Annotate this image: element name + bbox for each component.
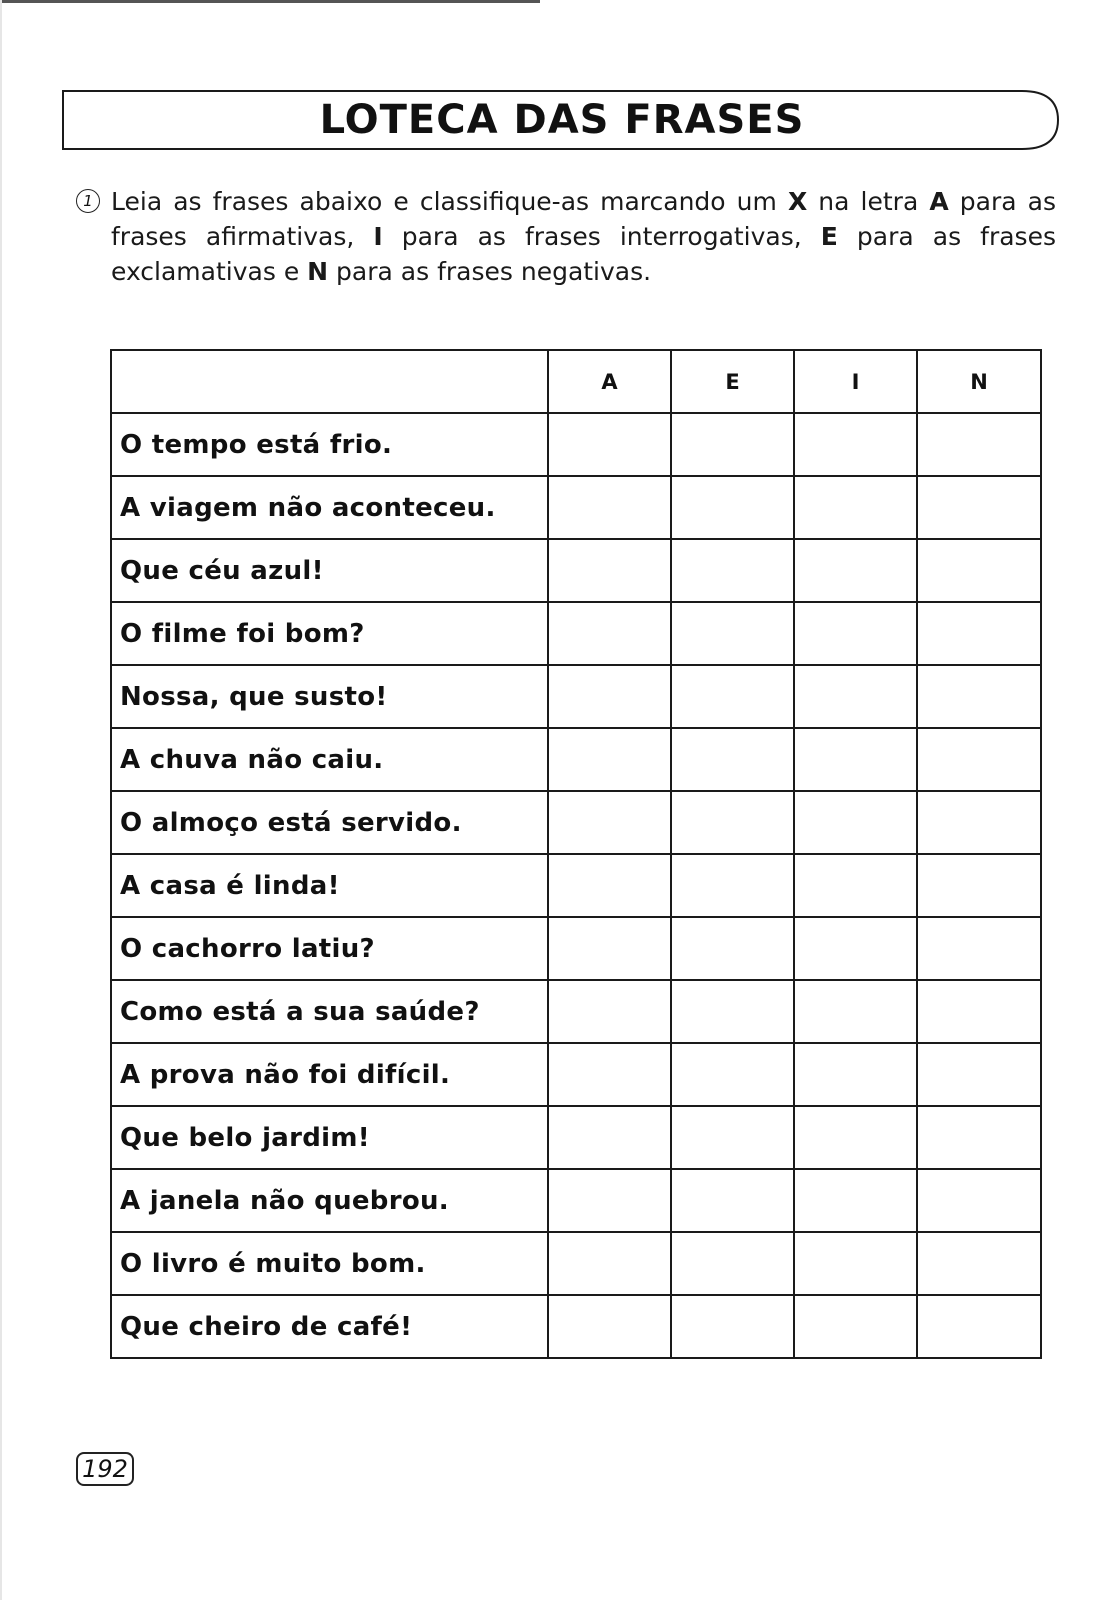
table-row	[111, 917, 1041, 980]
answer-cell-e[interactable]	[671, 539, 794, 602]
answer-cell-e[interactable]	[671, 1043, 794, 1106]
question-number-badge: 1	[76, 189, 100, 213]
answer-cell-a[interactable]	[548, 728, 671, 791]
table-row	[111, 728, 1041, 791]
table-row	[111, 791, 1041, 854]
instruction-part: na letra	[807, 187, 930, 216]
answer-cell-n[interactable]	[917, 854, 1041, 917]
answer-cell-a[interactable]	[548, 413, 671, 476]
answer-cell-i[interactable]	[794, 1043, 917, 1106]
table-row	[111, 854, 1041, 917]
answer-cell-n[interactable]	[917, 917, 1041, 980]
scan-edge-left	[0, 0, 2, 1600]
answer-cell-i[interactable]	[794, 980, 917, 1043]
answer-cell-a[interactable]	[548, 1106, 671, 1169]
instruction-part: Leia as frases abaixo e classifique-as marcando um	[111, 187, 788, 216]
answer-cell-n[interactable]	[917, 1232, 1041, 1295]
answer-cell-e[interactable]	[671, 1106, 794, 1169]
instruction-letter-a: A	[929, 187, 949, 216]
table-header-row	[111, 350, 1041, 413]
answer-cell-n[interactable]	[917, 1043, 1041, 1106]
answer-cell-e[interactable]	[671, 854, 794, 917]
answer-cell-n[interactable]	[917, 539, 1041, 602]
answer-cell-a[interactable]	[548, 1043, 671, 1106]
answer-cell-e[interactable]	[671, 980, 794, 1043]
sentence-cell: Que cheiro de café!	[111, 1295, 548, 1358]
answer-cell-i[interactable]	[794, 854, 917, 917]
sentence-cell: Que belo jardim!	[111, 1106, 548, 1169]
answer-cell-n[interactable]	[917, 1169, 1041, 1232]
answer-cell-i[interactable]	[794, 476, 917, 539]
table-row	[111, 602, 1041, 665]
answer-cell-a[interactable]	[548, 665, 671, 728]
instruction-part: para as frases negativas.	[328, 257, 652, 286]
instruction-part: para as frases interrogativas,	[382, 222, 821, 251]
header-n: N	[917, 350, 1041, 413]
instruction-part: para as frases afirmativas,	[111, 187, 1056, 251]
instruction-part: para as frases exclamativas e	[111, 222, 1056, 286]
table-row	[111, 539, 1041, 602]
instruction-mark-x: X	[787, 187, 808, 216]
answer-cell-e[interactable]	[671, 728, 794, 791]
table-row	[111, 1043, 1041, 1106]
answer-cell-a[interactable]	[548, 602, 671, 665]
header-e: E	[671, 350, 794, 413]
answer-cell-e[interactable]	[671, 917, 794, 980]
sentence-cell: O filme foi bom?	[111, 602, 548, 665]
sentence-cell: A prova não foi difícil.	[111, 1043, 548, 1106]
answer-cell-n[interactable]	[917, 1295, 1041, 1358]
header-sentence	[111, 350, 548, 413]
answer-cell-n[interactable]	[917, 728, 1041, 791]
instruction-block	[76, 184, 1056, 289]
answer-cell-a[interactable]	[548, 1169, 671, 1232]
answer-cell-i[interactable]	[794, 917, 917, 980]
answer-cell-a[interactable]	[548, 917, 671, 980]
scan-edge-top	[0, 0, 540, 3]
answer-cell-n[interactable]	[917, 476, 1041, 539]
instruction-letter-i: I	[373, 222, 383, 251]
sentence-cell: A janela não quebrou.	[111, 1169, 548, 1232]
answer-cell-n[interactable]	[917, 602, 1041, 665]
sentence-cell: A casa é linda!	[111, 854, 548, 917]
table-row	[111, 476, 1041, 539]
answer-cell-i[interactable]	[794, 602, 917, 665]
instruction-letter-n: N	[307, 257, 329, 286]
sentence-cell: O cachorro latiu?	[111, 917, 548, 980]
answer-cell-e[interactable]	[671, 1295, 794, 1358]
instruction-letter-e: E	[820, 222, 838, 251]
answer-cell-e[interactable]	[671, 1169, 794, 1232]
table-row	[111, 413, 1041, 476]
answer-cell-a[interactable]	[548, 1295, 671, 1358]
sentence-cell: O tempo está frio.	[111, 413, 548, 476]
answer-cell-e[interactable]	[671, 791, 794, 854]
table-row	[111, 1295, 1041, 1358]
sentence-cell: Que céu azul!	[111, 539, 548, 602]
answer-cell-e[interactable]	[671, 1232, 794, 1295]
header-a: A	[548, 350, 671, 413]
page-title: LOTECA DAS FRASES	[319, 97, 805, 143]
table-row	[111, 1169, 1041, 1232]
answer-cell-i[interactable]	[794, 665, 917, 728]
sentence-cell: O almoço está servido.	[111, 791, 548, 854]
sentence-cell: Nossa, que susto!	[111, 665, 548, 728]
sentence-cell: Como está a sua saúde?	[111, 980, 548, 1043]
answer-cell-i[interactable]	[794, 1232, 917, 1295]
answer-cell-n[interactable]	[917, 791, 1041, 854]
answer-cell-n[interactable]	[917, 665, 1041, 728]
title-banner	[62, 88, 1062, 152]
sentence-cell: O livro é muito bom.	[111, 1232, 548, 1295]
answer-cell-i[interactable]	[794, 728, 917, 791]
answer-cell-a[interactable]	[548, 791, 671, 854]
sentence-cell: A viagem não aconteceu.	[111, 476, 548, 539]
answer-cell-a[interactable]	[548, 539, 671, 602]
answer-cell-a[interactable]	[548, 854, 671, 917]
answer-cell-e[interactable]	[671, 476, 794, 539]
page-number: 192	[76, 1452, 134, 1486]
table-row	[111, 1106, 1041, 1169]
table-row	[111, 665, 1041, 728]
answer-cell-a[interactable]	[548, 1232, 671, 1295]
answer-cell-n[interactable]	[917, 1106, 1041, 1169]
table-row	[111, 1232, 1041, 1295]
header-i: I	[794, 350, 917, 413]
answer-cell-e[interactable]	[671, 665, 794, 728]
classification-table	[110, 349, 1042, 1359]
answer-cell-a[interactable]	[548, 980, 671, 1043]
table-row	[111, 980, 1041, 1043]
answer-cell-i[interactable]	[794, 413, 917, 476]
answer-cell-i[interactable]	[794, 1169, 917, 1232]
answer-cell-e[interactable]	[671, 413, 794, 476]
answer-cell-i[interactable]	[794, 1295, 917, 1358]
answer-cell-i[interactable]	[794, 791, 917, 854]
answer-cell-e[interactable]	[671, 602, 794, 665]
answer-cell-i[interactable]	[794, 539, 917, 602]
answer-cell-a[interactable]	[548, 476, 671, 539]
instruction-text	[111, 184, 1056, 289]
answer-cell-n[interactable]	[917, 413, 1041, 476]
answer-cell-i[interactable]	[794, 1106, 917, 1169]
answer-cell-n[interactable]	[917, 980, 1041, 1043]
sentence-cell: A chuva não caiu.	[111, 728, 548, 791]
